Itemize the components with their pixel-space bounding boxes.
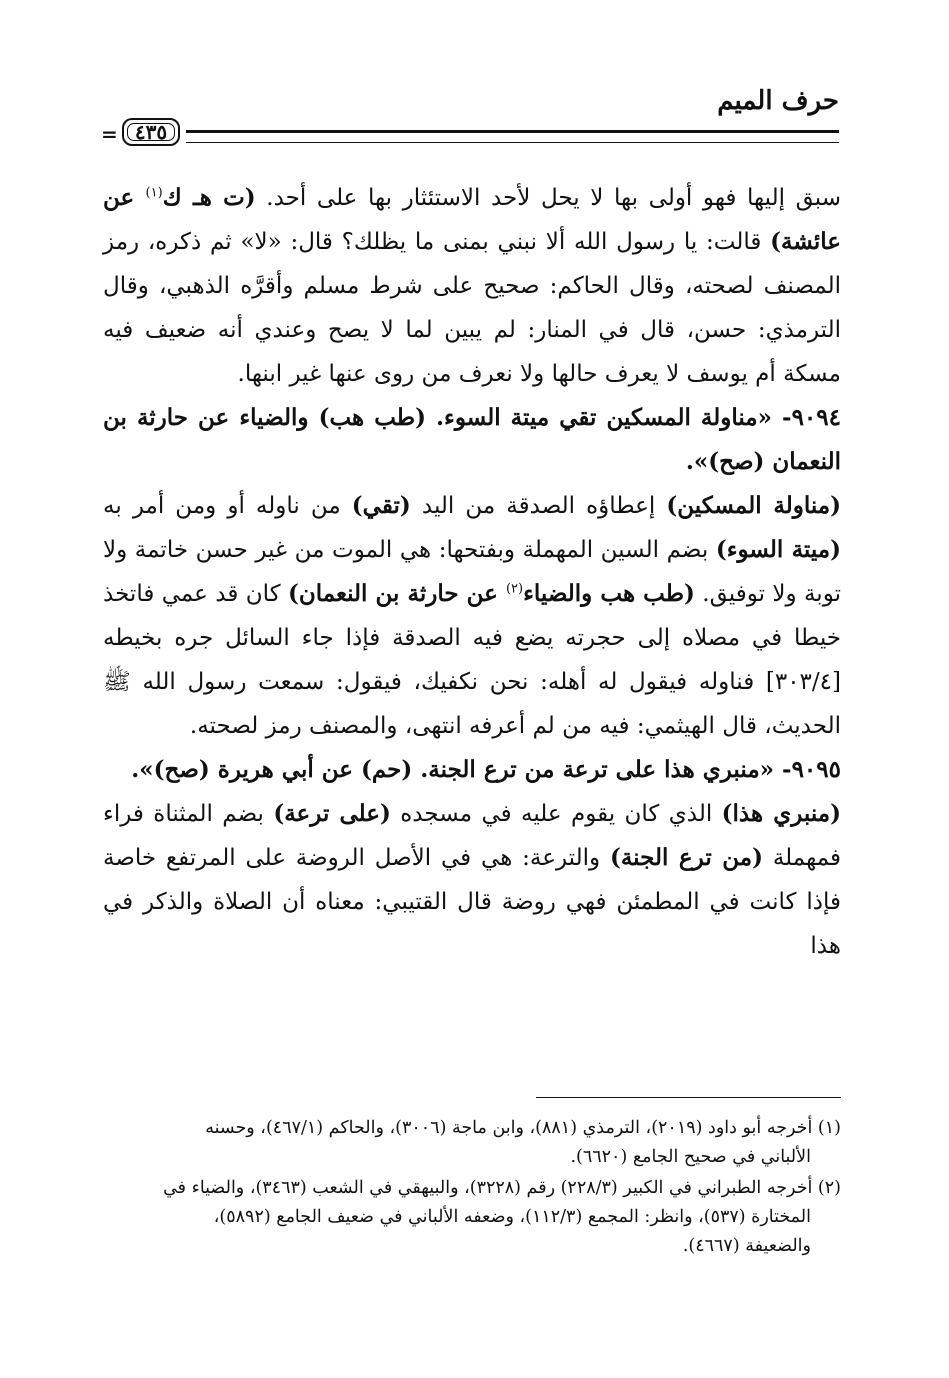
commentary-9094 (103, 484, 841, 748)
term: (مناولة المسكين) (666, 492, 841, 519)
text-run: والترعة: هي في الأصل الروضة على المرتفع خاصة فإذا كانت في المطمئن فهي روضة قال القتيبي: معناه أن الصلاة والذكر في هذا (103, 845, 841, 959)
page-header (0, 0, 949, 160)
footnote-1 (103, 1114, 841, 1172)
footnote-2 (103, 1174, 841, 1261)
source-ref: (ت هـ ك (162, 184, 256, 211)
term: (ميتة السوء) (715, 536, 841, 563)
source-ref: عن عائشة) (103, 184, 841, 255)
main-text (103, 176, 841, 968)
term: (على ترعة) (273, 800, 391, 827)
text-run: إعطاؤه الصدقة من اليد (410, 493, 667, 519)
page-number: ٤٣٥ (134, 120, 168, 144)
term: (تقي) (351, 492, 411, 519)
header-double-rule (186, 130, 839, 143)
text-run: بضم السين المهملة وبفتحها: هي الموت من غير حسن خاتمة ولا توبة ولا توفيق. (103, 537, 841, 607)
footnotes (103, 1114, 841, 1263)
chapter-title: حرف الميم (717, 86, 839, 116)
footnote-separator (536, 1097, 841, 1098)
text-run: سبق إليها فهو أولى بها لا يحل لأحد الاستئثار بها على أحد. (255, 185, 841, 211)
header-ornament: = (101, 122, 118, 146)
footnote-line: الألباني في صحيح الجامع (٦٦٢٠). (570, 1147, 811, 1167)
text-run: من ناوله أو ومن أمر به (103, 493, 352, 519)
text-run: كان قد عمي فاتخذ خيطا في مصلاه إلى حجرته يضع فيه الصدقة فإذا جاء السائل جره بخيطه [٣٠٣/٤] فناوله فيقول له أهله: نحن نكفيك، فيقول: سمعت رسول الله ﷺ الحديث، قال الهيثمي: فيه من لم أعرفه انتهى، والمصنف رمز لصحته. (103, 581, 841, 739)
footnote-line: المختارة (٥٣٧)، وانظر: المجمع (١١٢/٣)، وضعفه الألباني في ضعيف الجامع (٥٨٩٢)، (213, 1207, 811, 1227)
text-run: بضم المثناة فراء فمهملة (103, 801, 841, 871)
footnote-marker-1: (١) (145, 185, 163, 201)
source-ref: عن حارثة بن النعمان) (287, 580, 506, 607)
commentary-9095 (103, 792, 841, 968)
footnote-line: (١) أخرجه أبو داود (٢٠١٩)، الترمذي (٨٨١)، وابن ماجة (٣٠٠٦)، والحاكم (٤٦٧/١)، وحسنه (205, 1118, 841, 1138)
text-run: قالت: يا رسول الله ألا نبني بمنى ما يظلك؟ قال: «لا» ثم ذكره، رمز المصنف لصحته، وقال الحاكم: صحيح على شرط مسلم وأقرَّه الذهبي، وقال الترمذي: حسن، قال في المنار: لم يبين لما لا يصح وعندي أنه ضعيف فيه مسكة أم يوسف لا يعرف حالها ولا نعرف من روى عنها غير ابنها. (103, 229, 841, 387)
term: (من ترع الجنة) (609, 844, 763, 871)
term: (منبري هذا) (721, 800, 841, 827)
page-number-badge (122, 118, 180, 146)
text-run: الذي كان يقوم عليه في مسجده (390, 801, 722, 827)
footnote-line: (٢) أخرجه الطبراني في الكبير (٢٢٨/٣) رقم (٣٢٢٨)، والبيهقي في الشعب (٣٤٦٣)، والضياء في (163, 1178, 841, 1198)
hadith-9094: ٩٠٩٤- «مناولة المسكين تقي ميتة السوء. (طب هب) والضياء عن حارثة بن النعمان (صح)». (103, 404, 841, 475)
hadith-9095: ٩٠٩٥- «منبري هذا على ترعة من ترع الجنة. (حم) عن أبي هريرة (صح)». (131, 756, 841, 783)
footnote-line: والضعيفة (٤٦٦٧). (682, 1236, 811, 1256)
paragraph-continuation (103, 176, 841, 396)
footnote-marker-2: (٢) (505, 581, 524, 597)
source-ref: (طب هب والضياء (523, 580, 695, 607)
